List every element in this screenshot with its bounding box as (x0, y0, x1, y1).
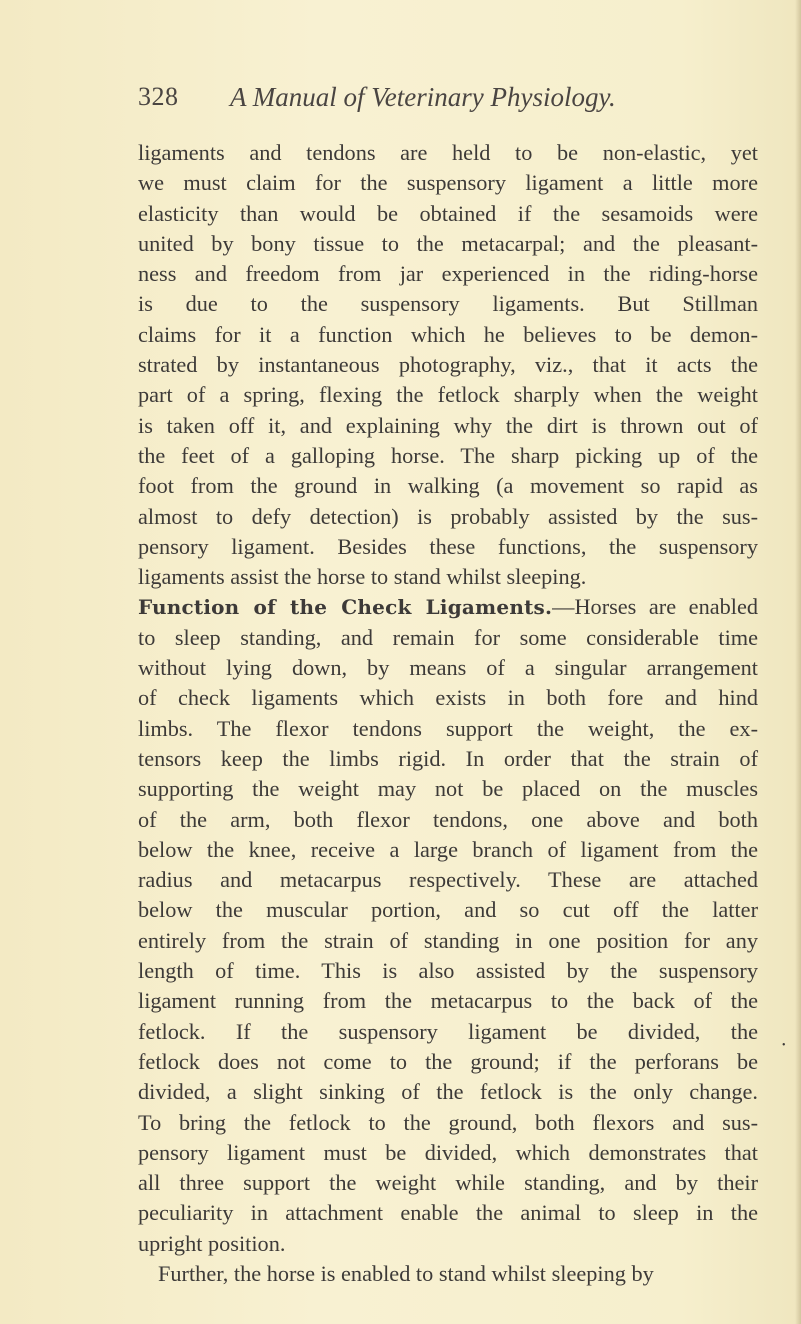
text-line (138, 320, 758, 350)
line-text: is due to the suspensory ligaments. But Stillman (138, 291, 758, 317)
text-line (138, 562, 758, 592)
line-text: fetlock does not come to the ground; if the perforans be (138, 1048, 758, 1074)
text-line (138, 865, 758, 895)
line-text: fetlock. If the suspensory ligament be divided, the (138, 1018, 758, 1044)
line-text: ligaments assist the horse to stand whilst sleeping. (138, 564, 587, 590)
text-line (138, 411, 758, 441)
line-text: the feet of a galloping horse. The sharp picking up of the (138, 442, 758, 468)
text-line (138, 350, 758, 380)
text-line (138, 1138, 758, 1168)
line-text: limbs. The flexor tendons support the weight, the ex- (138, 715, 758, 741)
running-title: A Manual of Veterinary Physiology. (230, 82, 616, 112)
line-text: without lying down, by means of a singular arrangement (138, 655, 758, 681)
line-text: below the knee, receive a large branch of ligament from the (138, 836, 758, 862)
text-line (138, 199, 758, 229)
text-line (138, 774, 758, 804)
line-text: to sleep standing, and remain for some considerable time (138, 624, 758, 650)
line-text: —Horses are enabled (552, 594, 759, 620)
line-text: of the arm, both flexor tendons, one above and both (138, 806, 758, 832)
text-line (138, 1168, 758, 1198)
text-line (138, 259, 758, 289)
text-line (138, 138, 758, 168)
line-text: almost to defy detection) is probably assisted by the sus- (138, 503, 758, 529)
text-line (138, 380, 758, 410)
line-text: ligament running from the metacarpus to the back of the (138, 988, 758, 1014)
text-line (138, 805, 758, 835)
line-text: upright position. (138, 1230, 286, 1256)
line-text: pensory ligament must be divided, which demonstrates that (138, 1139, 758, 1165)
body-text (138, 138, 758, 1289)
text-line (138, 168, 758, 198)
text-line (138, 229, 758, 259)
text-line (138, 683, 758, 713)
line-text: all three support the weight while standing, and by their (138, 1170, 758, 1196)
line-text: below the muscular portion, and so cut off the latter (138, 897, 758, 923)
line-text: is taken off it, and explaining why the dirt is thrown out of (138, 412, 758, 438)
text-line (138, 835, 758, 865)
page-number: 328 (138, 82, 179, 111)
line-text: claims for it a function which he believes to be demon- (138, 321, 758, 347)
text-line (138, 1047, 758, 1077)
text-line (138, 471, 758, 501)
line-text: united by bony tissue to the metacarpal; and the pleasant- (138, 230, 758, 256)
line-text: ness and freedom from jar experienced in the riding-horse (138, 261, 758, 287)
line-text: divided, a slight sinking of the fetlock is the only change. (138, 1079, 758, 1105)
text-line (138, 623, 758, 653)
text-line (138, 592, 758, 622)
line-text: radius and metacarpus respectively. These are attached (138, 867, 758, 893)
text-line (138, 895, 758, 925)
text-line (138, 744, 758, 774)
line-text: Further, the horse is enabled to stand whilst sleeping by (158, 1260, 654, 1286)
line-text: To bring the fetlock to the ground, both flexors and sus- (138, 1109, 758, 1135)
text-line (138, 289, 758, 319)
text-line (138, 956, 758, 986)
line-text: part of a spring, flexing the fetlock sharply when the weight (138, 382, 758, 408)
line-text: of check ligaments which exists in both fore and hind (138, 685, 758, 711)
text-line (138, 714, 758, 744)
margin-speck: • (782, 1040, 786, 1051)
line-text: we must claim for the suspensory ligament a little more (138, 170, 758, 196)
page-header (138, 80, 758, 120)
line-text: strated by instantaneous photography, viz., that it acts the (138, 352, 758, 378)
text-line (138, 502, 758, 532)
text-line (138, 653, 758, 683)
page-edge-shadow (795, 0, 801, 1324)
text-line (138, 1259, 758, 1289)
text-line (138, 532, 758, 562)
text-line (138, 1198, 758, 1228)
line-text: foot from the ground in walking (a movement so rapid as (138, 473, 758, 499)
line-text: tensors keep the limbs rigid. In order that the strain of (138, 745, 758, 771)
line-text: supporting the weight may not be placed on the muscles (138, 776, 758, 802)
line-text: ligaments and tendons are held to be non-elastic, yet (138, 140, 758, 165)
line-text: pensory ligament. Besides these functions, the suspensory (138, 533, 758, 559)
text-line (138, 441, 758, 471)
text-line (138, 926, 758, 956)
line-text: length of time. This is also assisted by the suspensory (138, 958, 758, 984)
text-line (138, 1077, 758, 1107)
text-line (138, 986, 758, 1016)
text-line (138, 1017, 758, 1047)
line-text: peculiarity in attachment enable the animal to sleep in the (138, 1200, 758, 1226)
text-line (138, 1229, 758, 1259)
line-text: elasticity than would be obtained if the sesamoids were (138, 200, 758, 226)
text-line (138, 1108, 758, 1138)
line-text: entirely from the strain of standing in one position for any (138, 927, 758, 953)
section-heading: Function of the Check Ligaments. (138, 595, 553, 620)
